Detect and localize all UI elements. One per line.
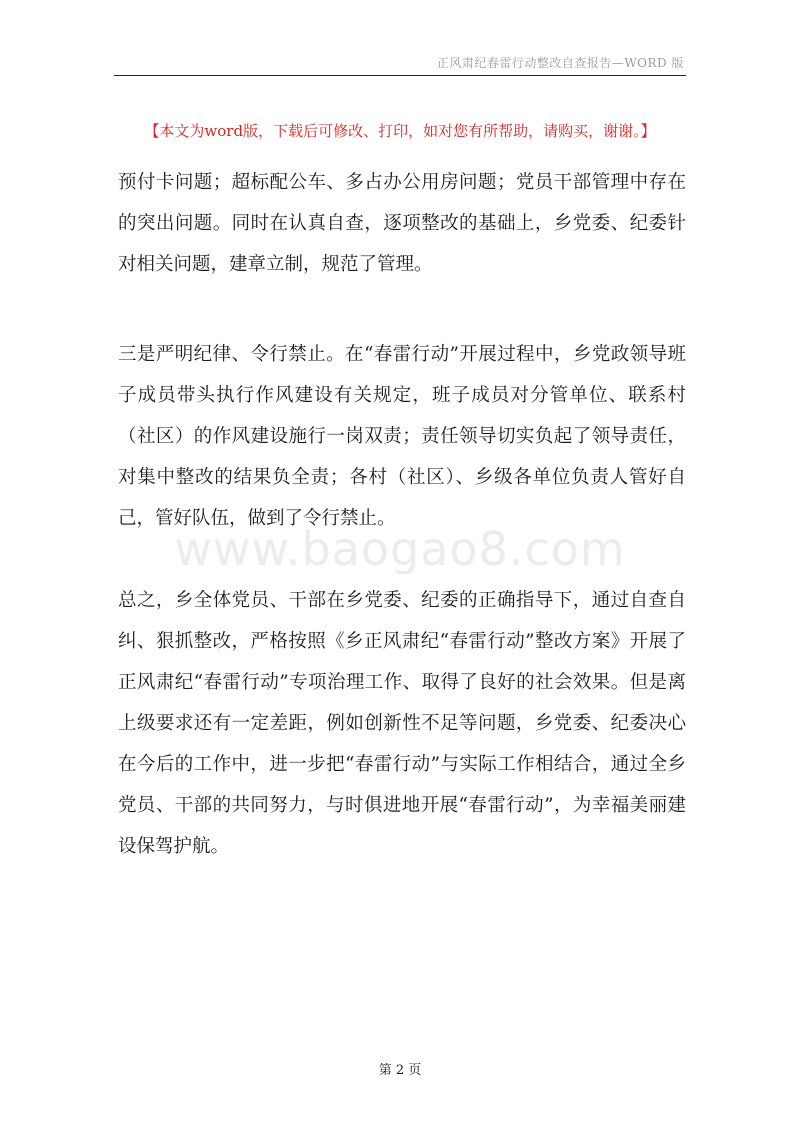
page-number: 第 2 页 bbox=[378, 1063, 422, 1078]
body-paragraph: 预付卡问题；超标配公车、多占办公用房问题；党员干部管理中存在的突出问题。同时在认真自查，逐项整改的基础上，乡党委、纪委针对相关问题，建章立制，规范了管理。 bbox=[118, 172, 686, 275]
purchase-notice: 【本文为word版，下载后可修改、打印，如对您有所帮助，请购买，谢谢。】 bbox=[144, 122, 656, 140]
watermark-text: www.baogao8.com bbox=[174, 522, 626, 576]
header-divider bbox=[114, 75, 686, 76]
body-paragraph: 三是严明纪律、令行禁止。在“春雷行动”开展过程中，乡党政领导班子成员带头执行作风建设有关规定，班子成员对分管单位、联系村（社区）的作风建设施行一岗双责；责任领导切实负起了领导责任，对集中整改的结果负全责；各村（社区）、乡级各单位负责人管好自己，管好队伍，做到了令行禁止。 bbox=[118, 344, 686, 529]
body-paragraph: 总之，乡全体党员、干部在乡党委、纪委的正确指导下，通过自查自纠、狠抓整改，严格按照《乡正风肃纪“春雷行动”整改方案》开展了正风肃纪“春雷行动”专项治理工作、取得了良好的社会效果。但是离上级要求还有一定差距，例如创新性不足等问题，乡党委、纪委决心在今后的工作中，进一步把“春雷行动”与实际工作相结合，通过全乡党员、干部的共同努力，与时俱进地开展“春雷行动”，为幸福美丽建设保驾护航。 bbox=[118, 590, 686, 857]
document-header-title: 正风肃纪春雷行动整改自查报告—WORD 版 bbox=[436, 56, 684, 70]
